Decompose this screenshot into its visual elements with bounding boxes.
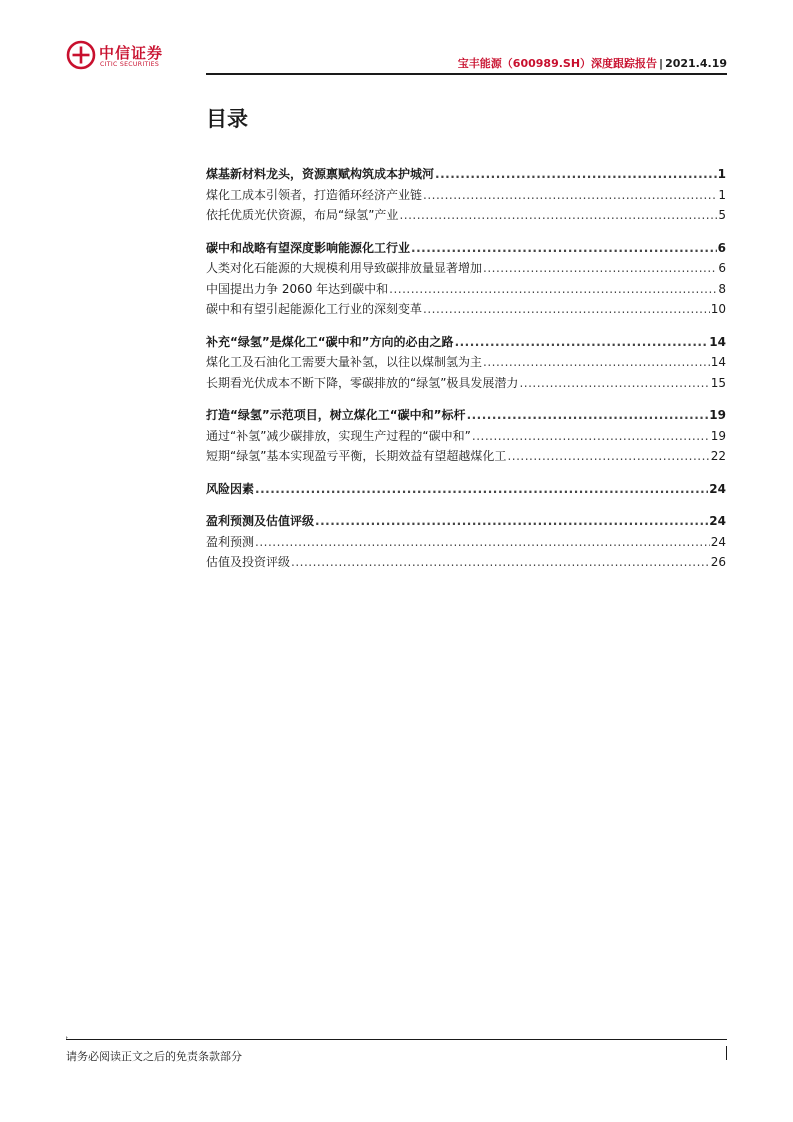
- toc-page-number: 1: [717, 167, 726, 181]
- toc-entry-title: 通过“补氢”减少碳排放，实现生产过程的“碳中和”: [206, 428, 471, 443]
- toc-subsection-entry[interactable]: [206, 279, 726, 300]
- toc-entry-title: 估值及投资评级: [206, 555, 291, 569]
- header-separator: |: [659, 57, 664, 70]
- toc-page-number: 19: [709, 408, 726, 422]
- toc-page-number: 24: [709, 481, 726, 496]
- toc-chapter-entry[interactable]: [206, 332, 726, 353]
- toc-page-number: 24: [709, 514, 726, 528]
- toc-leader-dots: [255, 479, 708, 500]
- toc-subsection-entry[interactable]: [206, 552, 726, 573]
- toc-subsection-entry[interactable]: [206, 185, 726, 206]
- toc-subsection-entry[interactable]: [206, 532, 726, 553]
- toc-chapter-entry[interactable]: [206, 164, 726, 185]
- toc-entry-title: 中国提出力争 2060 年达到碳中和: [206, 281, 389, 296]
- toc-leader-dots: [435, 164, 717, 185]
- toc-leader-dots: [483, 352, 710, 373]
- toc-page-number: 19: [710, 428, 726, 443]
- toc-entry-title: 煤化工及石油化工需要大量补氢，以往以煤制氢为主: [206, 355, 483, 369]
- toc-entry-title: 煤基新材料龙头，资源禀赋构筑成本护城河: [206, 167, 435, 181]
- toc-page-number: 10: [710, 302, 726, 316]
- toc-entry-title: 长期看光伏成本不断下降，零碳排放的“绿氢”极具发展潜力: [206, 375, 519, 390]
- toc-entry-title: 打造“绿氢”示范项目，树立煤化工“碳中和”标杆: [206, 408, 466, 422]
- footer-bracket: [726, 1046, 727, 1060]
- toc-chapter-entry[interactable]: [206, 238, 726, 259]
- toc-page-number: 6: [717, 240, 726, 255]
- toc-subsection-entry[interactable]: [206, 258, 726, 279]
- toc-leader-dots: [507, 446, 709, 467]
- toc-leader-dots: [423, 185, 717, 206]
- toc-page-number: 5: [718, 208, 726, 222]
- toc-section: [206, 511, 726, 573]
- report-header: [458, 55, 727, 71]
- toc-entry-title: 风险因素: [206, 481, 255, 496]
- citic-logo: [66, 40, 176, 74]
- toc-chapter-entry[interactable]: [206, 479, 726, 500]
- toc-page-number: 26: [710, 555, 726, 569]
- toc-subsection-entry[interactable]: [206, 299, 726, 320]
- toc-subsection-entry[interactable]: [206, 352, 726, 373]
- toc-section: [206, 164, 726, 226]
- toc-page-number: 22: [710, 449, 726, 463]
- toc-chapter-entry[interactable]: [206, 511, 726, 532]
- toc-subsection-entry[interactable]: [206, 426, 726, 447]
- toc-subsection-entry[interactable]: [206, 205, 726, 226]
- toc-entry-title: 盈利预测及估值评级: [206, 514, 315, 528]
- footer-divider: [66, 1039, 727, 1040]
- report-title: 宝丰能源（600989.SH）深度跟踪报告: [457, 57, 658, 70]
- toc-chapter-entry[interactable]: [206, 405, 726, 426]
- toc-leader-dots: [389, 279, 717, 300]
- toc-leader-dots: [315, 511, 708, 532]
- brand-name-en: CITIC SECURITIES: [100, 61, 160, 68]
- toc-page-number: 24: [710, 534, 726, 549]
- toc-leader-dots: [423, 299, 710, 320]
- toc-entry-title: 煤化工成本引领者，打造循环经济产业链: [206, 187, 423, 202]
- toc-entry-title: 依托优质光伏资源，布局“绿氢”产业: [206, 208, 399, 222]
- header-divider: [206, 73, 727, 75]
- toc-section: [206, 238, 726, 320]
- toc-leader-dots: [472, 426, 710, 447]
- toc-page-number: 15: [710, 375, 726, 390]
- toc-subsection-entry[interactable]: [206, 446, 726, 467]
- toc-leader-dots: [455, 332, 709, 353]
- toc-title: 目录: [206, 107, 248, 131]
- citic-logo-icon: [66, 40, 96, 70]
- toc-page-number: 1: [718, 187, 726, 202]
- toc-entry-title: 盈利预测: [206, 534, 255, 549]
- toc-leader-dots: [399, 205, 717, 226]
- toc-page-number: 8: [718, 281, 726, 296]
- toc-leader-dots: [467, 405, 709, 426]
- toc-subsection-entry[interactable]: [206, 373, 726, 394]
- toc-section: [206, 479, 726, 500]
- toc-entry-title: 人类对化石能源的大规模利用导致碳排放量显著增加: [206, 261, 483, 275]
- toc-leader-dots: [255, 532, 710, 553]
- toc-section: [206, 405, 726, 467]
- brand-name-cn: 中信证券: [99, 44, 164, 62]
- toc-page-number: 6: [718, 261, 726, 275]
- toc-page-number: 14: [709, 334, 726, 349]
- toc-page-number: 14: [710, 355, 726, 369]
- toc-entry-title: 短期“绿氢”基本实现盈亏平衡，长期效益有望超越煤化工: [206, 449, 507, 463]
- toc-leader-dots: [483, 258, 717, 279]
- toc-entry-title: 补充“绿氢”是煤化工“碳中和”方向的必由之路: [206, 334, 454, 349]
- toc-leader-dots: [411, 238, 717, 259]
- report-date: 2021.4.19: [665, 57, 727, 70]
- toc-leader-dots: [519, 373, 709, 394]
- footer-mark: t: [66, 1036, 68, 1042]
- disclaimer-notice: 请务必阅读正文之后的免责条款部分: [66, 1050, 242, 1063]
- toc-section: [206, 332, 726, 394]
- toc-leader-dots: [291, 552, 710, 573]
- toc-entry-title: 碳中和战略有望深度影响能源化工行业: [206, 240, 411, 255]
- table-of-contents: [206, 164, 726, 585]
- toc-entry-title: 碳中和有望引起能源化工行业的深刻变革: [206, 302, 423, 316]
